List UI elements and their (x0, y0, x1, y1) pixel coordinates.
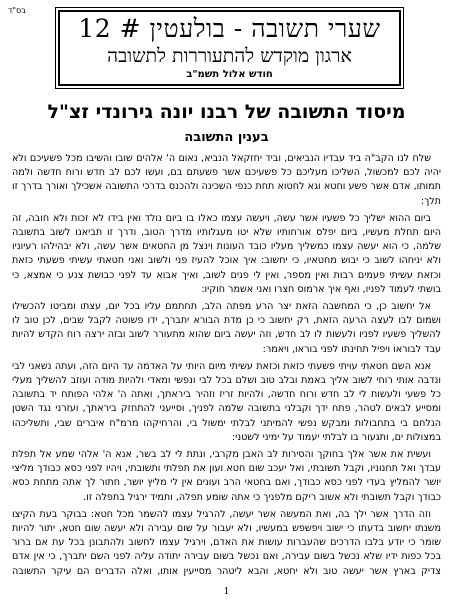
masthead-box (58, 10, 401, 86)
article-body (12, 152, 441, 580)
corner-mark: בס"ד (8, 6, 26, 15)
masthead-title: שערי תשובה - בולעטין # 12 (78, 14, 381, 43)
body-paragraph: ביום ההוא ישליך כל פשעיו אשר עשה, ויעשה עצמו כאלו בו ביום נולד ואין בידו לא זכות ולא חובה, זה היום תחלת מעשיו, ביום יפלס אורחותיו שלא יטו מעגלותיו מדרך הטוב, ודרך זו תביאנו לשוב בתשובה שלמה, כי הוא יעשה עצמו כמשליך מעליו כובד העונות וינצל מן החטאים אשר עשה, ולא יבהילהו רעיוניו ולא יניחהו לשוב כי יבוש מחטאיו, כי יחשוב: איך אוכל להעיז פני ולשוב ואני חטאתי עשיתי פשעתי כזאת וכזאת עשיתי פעמים רבות ואין מספר, ואין לי פנים לשוב, ואיך אבוא עד לפני כבושת צנע כי אמצא, כי בושתי לעמוד לפניו, ואף איך ארמוס חצרו ואני אשמר חוקיו: (12, 212, 441, 295)
body-paragraph: וזה הדרך אשר ילך בה, ואת המעשה אשר יעשה, להרגיל עצמו להשמר מכל חטא: בבוקר בעת הקיצו משנתו יחשוב בדעתו כי ישוב ויפשפש במעשיו, ולא יעבור על שום עבירה ולא יעשה שום חטא, יתור להיות שומר כי יודע בלבו הדרכים שהעברות עושות את האדם, וירגיל עצמו לחשוב ולהתבונן בכל עת אם ברור בכל כפות ידיו שלא נכשל בשום עבירה, ואם נכשל בשום עבירה יתודה עליה לפני השם יתברך, כי אין אדם צדיק בארץ אשר יעשה טוב ולא יחטא, והבא ליטהר מסייעין אותו, ואלה הדברים הם עיקר התשובה (12, 508, 441, 577)
body-paragraph: אנא השם חטאתי עויתי פשעתי כזאת וכזאת עשיתי מיום היותי על האדמה עד היום הזה, ועתה נשאני לבי ונדבה אותי רוחי לשוב אליך באמת ובלב טוב ושלם בכל לבי ונפשי ומאדי ולהיות מודה ועוזב להשליך מעלי כל פשעי ולעשות לי לב חדש ורוח חדשה, ולהיות זריז וזהיר ביראתך, ואתה ה' אלהי הפותח יד בתשובה ומסייע לבאים לטהר, פתח ידך וקבלני בתשובה שלמה לפניך, וסייעני להתחזק ביראתך, ועזרני נגד השטן הנלחם בי בתחבולות ומבקש נפשי להמיתני לבלתי ימשול בי, והרחיקהו מרמ"ח איברים שבי, ותשליכהו במצולות ים, ותגעור בו לבלתי יעמוד על ימיני לשטני: (12, 360, 441, 443)
masthead-date: חודש אלול תשמ"ב (186, 69, 273, 80)
page-number: 1 (223, 587, 230, 597)
masthead-subtitle: ארגון מוקדש להתעוררות לתשובה (107, 45, 352, 67)
body-paragraph: אל יחשוב כן, כי המחשבה הזאת יצר הרע מפתה הלב, תחתמם עליו בכל יום, עצתו ומביטו להכשילו ושמום לבו לעצה הרעה הזאת, רק יחשוב כי כן מדת הבורא יתברך, ידו פשוטה לקבל שבים, לכן טוב לו להשליך פשעיו לפניו ולעשות לו לב חדש, וזה יעשה ביום שהוא מתעורר לשוב ובזה ירצה רוח הקדש להיות עבד לבוראו ויפיל תחינתו לפני בוראו, ויאמר: (12, 301, 441, 355)
article-subtitle: בענין התשובה (184, 130, 269, 145)
article-title: מיסוד התשובה של רבנו יונה גירונדי זצ"ל (47, 101, 406, 123)
body-paragraph: שלח לנו הקב"ה ביד עבדיו הנביאים, וביד יחזקאל הנביא, נאום ה' אלהים שובו והשיבו מכל פשעיכם ולא יהיה לכם למכשול, השליכו מעליכם כל פשעיכם אשר פשעתם בם, ועשו לכם לב חדש ורוח חדשה ולמה תמותו, אדם אשר פשע וחטא וגא לחטוא תחת כנפי השכינה ולהכנס בדרכי התשובה אשכילך ואורך בדרך זו תלך: (12, 153, 441, 207)
body-paragraph: ועשית את אשר אלך בחוקך והסירות לב האבן מקרבי, ונתת לי לב בשר, אנא ה' אלהי שמע אל תפלת עבדך ואל תחנוניו, וקבל תשובתי, ואל יעכב שום חטא ועון את תפלתי ותשובתי, ויהיו לפני כסא כבודך מליצי יושר להמליץ בעדי לפני כסא כבודך, ואם בחטאי הרב ועונים אין לי מליץ יושר, חתור לך אתה מתחת כסא כבודך וקבל תשובתי ולא אשוב ריקם מלפניך כי אתה שומע תפלה, ותמיד ירגיל בתפלה זו. (12, 449, 441, 503)
